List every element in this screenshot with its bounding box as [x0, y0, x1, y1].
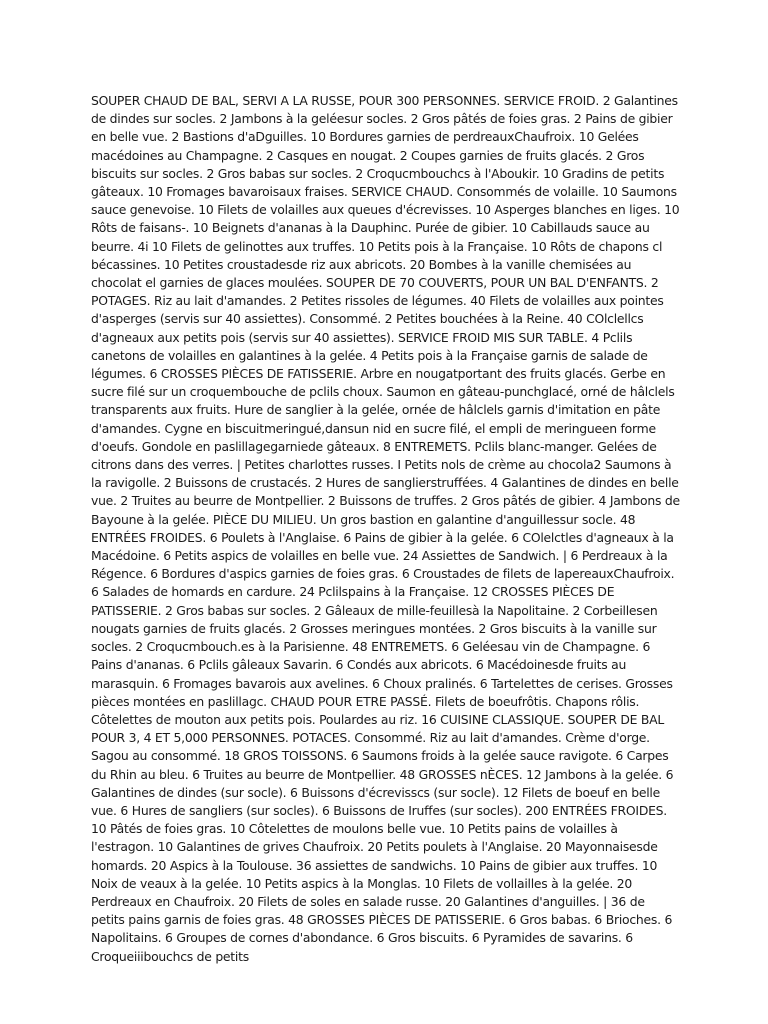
body-text: SOUPER CHAUD DE BAL, SERVI A LA RUSSE, POUR 300 PERSONNES. SERVICE FROID. 2 Galantines de dindes sur socles. 2 Jambons à la geléesur socles. 2 Gros pâtés de foies gras. 2 Pains de gibier en belle vue. 2 Bastions d'aDguilles. 10 Bordures garnies de perdreauxChaufroix. 10 Gelées macédoines au Champagne. 2 Casques en nougat. 2 Coupes garnies de fruits glacés. 2 Gros biscuits sur socles. 2 Gros babas sur socles. 2 Croqucmbouchcs à l'Aboukir. 10 Gradins de petits gâteaux. 10 Fromages bavaroisaux fraises. SERVICE CHAUD. Consommés de volaille. 10 Saumons sauce genevoise. 10 Filets de volailles aux queues d'écrevisses. 10 Asperges blanches en liges. 10 Rôts de faisans-. 10 Beignets d'ananas à la Dauphinc. Purée de gibier. 10 Cabillauds sauce au beurre. 4i 10 Filets de gelinottes aux truffes. 10 Petits pois à la Française. 10 Rôts de chapons cl bécassines. 10 Petites croustadesde riz aux abricots. 20 Bombes à la vanille chemisées au chocolat el garnies de glaces moulées. SOUPER DE 70 COUVERTS, POUR UN BAL D'ENFANTS. 2 POTAGES. Riz au lait d'amandes. 2 Petites rissoles de légumes. 40 Filets de volailles aux pointes d'asperges (servis sur 40 assiettes). Consommé. 2 Petites bouchées à la Reine. 40 COlclellcs d'agneaux aux petits pois (servis sur 40 assiettes). SERVICE FROID MIS SUR TABLE. 4 Pclils canetons de volailles en galantines à la gelée. 4 Petits pois à la Française garnis de salade de légumes. 6 CROSSES PIÈCES DE FATISSERIE. Arbre en nougatportant des fruits glacés. Gerbe en sucre filé sur un croquembouche de pclils choux. Saumon en gâteau-punchglacé, orné de hâlclels transparents aux fruits. Hure de sanglier à la gelée, ornée de hâlclels garnis d'imitation en pâte d'amandes. Cygne en biscuitmeringué,dansun nid en sucre filé, el empli de meringueen forme d'oeufs. Gondole en paslillagegarniede gâteaux. 8 ENTREMETS. Pclils blanc-manger. Gelées de citrons dans des verres. | Petites charlottes russes. I Petits nols de crème au chocola2 Saumons à la ravigolle. 2 Buissons de crustacés. 2 Hures de sanglierstruffées. 4 Galantines de dindes en belle vue. 2 Truites au beurre de Montpellier. 2 Buissons de truffes. 2 Gros pâtés de gibier. 4 Jambons de Bayoune à la gelée. PIÈCE DU MILIEU. Un gros bastion en galantine d'anguillessur socle. 48 ENTRÉES FROIDES. 6 Poulets à l'Anglaise. 6 Pains de gibier à la gelée. 6 COlelctles d'agneaux à la Macédoine. 6 Petits aspics de volailles en belle vue. 24 Assiettes de Sandwich. | 6 Perdreaux à la Régence. 6 Bordures d'aspics garnies de foies gras. 6 Croustades de filets de lapereauxChaufroix. 6 Salades de homards en cardure. 24 Pclilspains à la Française. 12 CROSSES PIÈCES DE PATISSERIE. 2 Gros babas sur socles. 2 Gâleaux de mille-feuillesà la Napolitaine. 2 Corbeillesen nougats garnies de fruits glacés. 2 Grosses meringues montées. 2 Gros biscuits à la vanille sur socles. 2 Croqucmbouch.es à la Parisienne. 48 ENTREMETS. 6 Geléesau vin de Champagne. 6 Pains d'ananas. 6 Pclils gâleaux Savarin. 6 Condés aux abricots. 6 Macédoinesde fruits au marasquin. 6 Fromages bavarois aux avelines. 6 Choux pralinés. 6 Tartelettes de cerises. Grosses pièces montées en paslillagc. CHAUD POUR ETRE PASSÉ. Filets de boeufrôtis. Chapons rôlis. Côtelettes de mouton aux petits pois. Poulardes au riz. 16 CUISINE CLASSIQUE. SOUPER DE BAL POUR 3, 4 ET 5,000 PERSONNES. POTACES. Consommé. Riz au lait d'amandes. Crème d'orge. Sagou au consommé. 18 GROS TOISSONS. 6 Saumons froids à la gelée sauce ravigote. 6 Carpes du Rhin au bleu. 6 Truites au beurre de Montpellier. 48 GROSSES nÈCES. 12 Jambons à la gelée. 6 Galantines de dindes (sur socle). 6 Buissons d'écrevisscs (sur socle). 12 Filets de boeuf en belle vue. 6 Hures de sangliers (sur socles). 6 Buissons de Iruffes (sur socles). 200 ENTRÉES FROIDES. 10 Pâtés de foies gras. 10 Côtelettes de moulons belle vue. 10 Petits pains de volailles à l'estragon. 10 Galantines de grives Chaufroix. 20 Petits poulets à l'Anglaise. 20 Mayonnaisesde homards. 20 Aspics à la Toulouse. 36 assiettes de sandwichs. 10 Pains de gibier aux truffes. 10 Noix de veaux à la gelée. 10 Petits aspics à la Monglas. 10 Filets de vollailles à la gelée. 20 Perdreaux en Chaufroix. 20 Filets de soles en salade russe. 20 Galantines d'anguilles. | 36 de petits pains garnis de foies gras. 48 GROSSES PIÈCES DE PATISSERIE. 6 Gros babas. 6 Brioches. 6 Napolitains. 6 Groupes de cornes d'abondance. 6 Gros biscuits. 6 Pyramides de savarins. 6 Croqueiiibouchcs de petits — [91, 93, 680, 964]
